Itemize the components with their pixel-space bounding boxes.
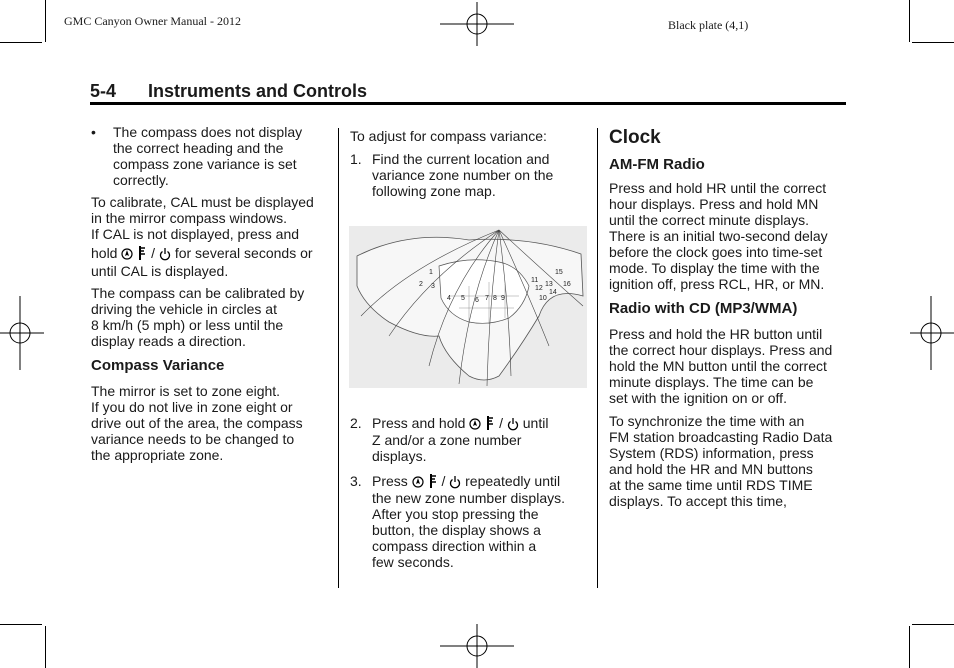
rds-paragraph: [609, 413, 849, 509]
text-line: display reads a direction.: [91, 333, 246, 349]
text-line: hour displays. Press and hold MN: [609, 196, 819, 212]
text-line: Press and hold HR until the correct: [609, 180, 827, 196]
step-line: Find the current location and: [372, 151, 550, 167]
zone-label: 16: [563, 281, 571, 288]
text-fragment: repeatedly until: [465, 473, 561, 489]
text-line: The compass can be calibrated by: [91, 285, 305, 301]
zone-label: 1: [429, 269, 433, 276]
registration-target-top: [440, 2, 514, 46]
column-3: [609, 127, 849, 509]
text-line: FM station broadcasting Radio Data: [609, 429, 833, 445]
text-line: hold the MN button until the correct: [609, 358, 827, 374]
zone-label: 4: [447, 295, 451, 302]
zone-label: 2: [419, 281, 423, 288]
section-title: Instruments and Controls: [148, 81, 368, 101]
step-line: displays.: [372, 448, 427, 464]
compass-icon: [469, 417, 481, 431]
zone-label: 9: [501, 295, 505, 302]
calibrate-paragraph: [91, 194, 331, 279]
zone-label: 8: [493, 295, 497, 302]
section-number: 5-4: [90, 81, 117, 101]
text-line: until the correct minute displays.: [609, 212, 809, 228]
step-line: variance zone number on the: [372, 167, 554, 183]
compass-variance-heading: Compass Variance: [91, 357, 225, 374]
text-line: the correct hour displays. Press and: [609, 342, 833, 358]
text-line: in the mirror compass windows.: [91, 210, 288, 226]
temperature-icon: [485, 415, 495, 431]
text-line: If CAL is not displayed, press and: [91, 226, 300, 242]
compass-icon: [121, 247, 133, 261]
text-fragment: until: [522, 415, 549, 431]
zone-label: 11: [531, 277, 539, 284]
zone-label: 15: [555, 269, 563, 276]
step-line: button, the display shows a: [372, 522, 541, 538]
power-icon: [507, 417, 519, 431]
column-2-steps: [350, 415, 590, 570]
text-line: at the same time until RDS TIME: [609, 477, 813, 493]
bullet-item: [91, 124, 331, 188]
text-fragment: Press and hold: [372, 415, 466, 431]
step-1: [350, 151, 590, 199]
temperature-icon: [137, 245, 147, 261]
radio-cd-heading: Radio with CD (MP3/WMA): [609, 300, 798, 317]
registration-target-left: [0, 296, 44, 370]
text-line: drive out of the area, the compass: [91, 415, 303, 431]
text-line: minute displays. The time can be: [609, 374, 814, 390]
intro-line: To adjust for compass variance:: [350, 128, 547, 144]
zone-label: 13: [545, 281, 553, 288]
step-line: compass direction within a: [372, 538, 537, 554]
document-title: GMC Canyon Owner Manual - 2012: [64, 14, 241, 28]
zone-label: 14: [549, 289, 557, 296]
zone-label: 7: [485, 295, 489, 302]
step-number: 1.: [350, 151, 362, 167]
text-line: variance needs to be changed to: [91, 431, 295, 447]
zone-label: 10: [539, 295, 547, 302]
bullet-line: correctly.: [113, 172, 169, 188]
registration-target-bottom: [440, 624, 514, 668]
step-number: 3.: [350, 473, 362, 489]
zone-label: 3: [431, 283, 435, 290]
variance-paragraph: [91, 383, 331, 463]
plate-label: Black plate (4,1): [668, 18, 749, 32]
drive-paragraph: [91, 285, 331, 349]
text-line: If you do not live in zone eight or: [91, 399, 293, 415]
slash-separator: /: [151, 245, 156, 261]
column-2: [350, 128, 590, 199]
step-line: few seconds.: [372, 554, 454, 570]
text-line: The mirror is set to zone eight.: [91, 383, 281, 399]
text-line: driving the vehicle in circles at: [91, 301, 277, 317]
text-fragment: for several seconds or: [174, 245, 313, 261]
text-line: System (RDS) information, press: [609, 445, 814, 461]
step-line: Z and/or a zone number: [372, 432, 522, 448]
text-line: To calibrate, CAL must be displayed: [91, 194, 314, 210]
compass-icon: [412, 475, 424, 489]
text-line: 8 km/h (5 mph) or less until the: [91, 317, 284, 333]
text-line: until CAL is displayed.: [91, 263, 229, 279]
step-2: [350, 415, 590, 464]
slash-separator: /: [499, 415, 503, 431]
step-line: the new zone number displays.: [372, 490, 565, 506]
step-line: following zone map.: [372, 183, 496, 199]
text-line: set with the ignition on or off.: [609, 390, 787, 406]
text-line: before the clock goes into time-set: [609, 244, 823, 260]
step-3: [350, 473, 590, 570]
slash-separator: /: [441, 473, 446, 489]
text-line: the appropriate zone.: [91, 447, 224, 463]
power-icon: [159, 247, 171, 261]
section-title-bar: [90, 81, 846, 105]
cd-paragraph: [609, 326, 849, 406]
text-line: and hold the HR and MN buttons: [609, 461, 813, 477]
column-1: [91, 124, 331, 463]
step-number: 2.: [350, 415, 362, 431]
bullet-line: compass zone variance is set: [113, 156, 297, 172]
text-line: ignition off, press RCL, HR, or MN.: [609, 276, 825, 292]
column-divider-2: [597, 128, 598, 588]
column-divider-1: [338, 128, 339, 588]
power-icon: [449, 475, 461, 489]
zone-label: 5: [461, 295, 465, 302]
step-line: After you stop pressing the: [372, 506, 539, 522]
text-line: Press and hold the HR button until: [609, 326, 823, 342]
bullet-line: the correct heading and the: [113, 140, 284, 156]
text-line: mode. To display the time with the: [609, 260, 820, 276]
text-fragment: Press: [372, 473, 408, 489]
temperature-icon: [428, 473, 438, 489]
text-line: There is an initial two-second delay: [609, 228, 828, 244]
bullet-marker: •: [91, 124, 96, 140]
clock-heading: Clock: [609, 127, 661, 148]
text-fragment: hold: [91, 245, 118, 261]
amfm-paragraph: [609, 180, 849, 292]
registration-target-right: [910, 296, 954, 370]
text-line: To synchronize the time with an: [609, 413, 805, 429]
bullet-line: The compass does not display: [113, 124, 303, 140]
zone-label: 12: [535, 285, 543, 292]
am-fm-radio-heading: AM-FM Radio: [609, 156, 705, 173]
compass-zone-map: [349, 226, 587, 388]
zone-label: 6: [475, 297, 479, 304]
text-line: displays. To accept this time,: [609, 493, 787, 509]
